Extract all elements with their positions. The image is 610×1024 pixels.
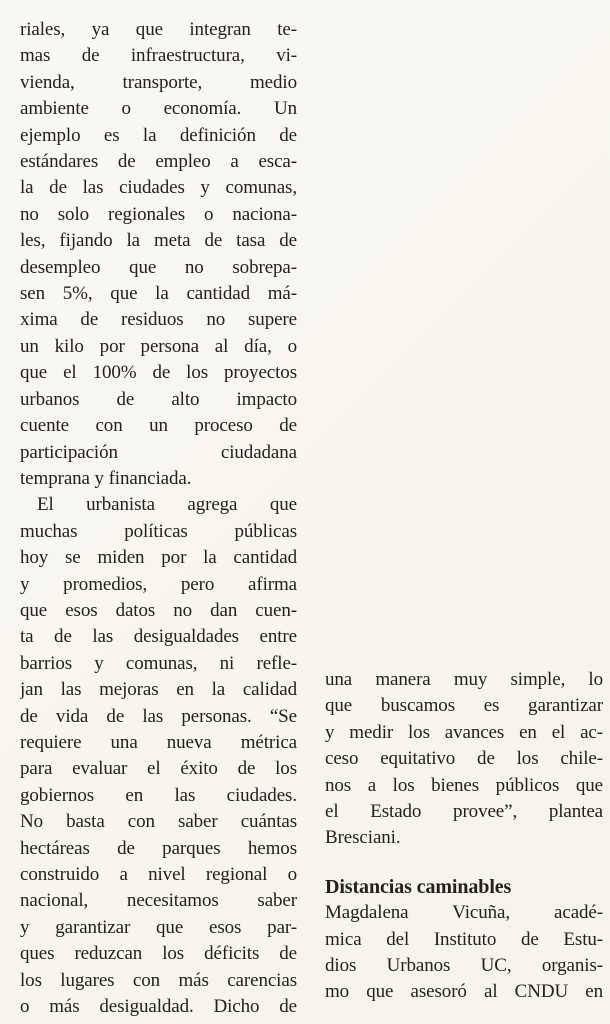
text-line: el Estado provee”, plantea bbox=[325, 801, 603, 823]
text-line: estándares de empleo a esca- bbox=[20, 151, 297, 173]
paragraph bbox=[20, 17, 297, 492]
text-line: dios Urbanos UC, organis- bbox=[325, 955, 603, 977]
text-line: sen 5%, que la cantidad má- bbox=[20, 283, 297, 305]
text-line: para evaluar el éxito de los bbox=[20, 758, 297, 780]
text-line: mica del Instituto de Estu- bbox=[325, 928, 603, 950]
text-line: desempleo que no sobrepa- bbox=[20, 256, 297, 278]
text-line: mo que asesoró al CNDU en bbox=[325, 981, 603, 1003]
text-line: y medir los avances en el ac- bbox=[325, 721, 603, 743]
text-line: El urbanista agrega que bbox=[37, 494, 297, 516]
text-line: jan las mejoras en la calidad bbox=[20, 679, 297, 701]
text-line: o más desigualdad. Dicho de bbox=[20, 996, 297, 1018]
text-line: vienda, transporte, medio bbox=[20, 71, 297, 93]
paragraph bbox=[325, 667, 603, 852]
text-line: no solo regionales o naciona- bbox=[20, 203, 297, 225]
text-line: urbanos de alto impacto bbox=[20, 388, 297, 410]
text-line: No basta con saber cuántas bbox=[20, 811, 297, 833]
text-line: y promedios, pero afirma bbox=[20, 573, 297, 595]
text-line: Bresciani. bbox=[325, 827, 401, 849]
text-line: requiere una nueva métrica bbox=[20, 731, 297, 753]
text-line: los lugares con más carencias bbox=[20, 969, 297, 991]
text-line: temprana y financiada. bbox=[20, 467, 192, 489]
text-line: que buscamos es garantizar bbox=[325, 695, 603, 717]
text-line: Magdalena Vicuña, acadé- bbox=[325, 902, 603, 924]
paragraph bbox=[325, 900, 603, 1006]
text-line: construido a nivel regional o bbox=[20, 864, 297, 885]
text-line: una manera muy simple, lo bbox=[325, 669, 603, 690]
text-line: la de las ciudades y comunas, bbox=[20, 177, 297, 199]
text-line: y garantizar que esos par- bbox=[20, 916, 297, 938]
paragraph bbox=[20, 492, 297, 1020]
text-line: ceso equitativo de los chile- bbox=[325, 748, 603, 770]
text-line: hoy se miden por la cantidad bbox=[20, 547, 297, 569]
text-line: participación ciudadana bbox=[20, 441, 297, 463]
text-line: riales, ya que integran te- bbox=[20, 19, 297, 40]
text-line: hectáreas de parques hemos bbox=[20, 837, 297, 859]
text-line: ambiente o economía. Un bbox=[20, 98, 297, 120]
section-heading: Distancias caminables bbox=[325, 875, 512, 898]
text-line: cuente con un proceso de bbox=[20, 415, 297, 437]
text-line: un kilo por persona al día, o bbox=[20, 335, 297, 357]
column-right bbox=[325, 667, 603, 1006]
text-line: ta de las desigualdades entre bbox=[20, 626, 297, 648]
text-line: nacional, necesitamos saber bbox=[20, 890, 297, 912]
text-line: que el 100% de los proyectos bbox=[20, 362, 297, 384]
text-line: nos a los bienes públicos que bbox=[325, 774, 603, 796]
text-line: mas de infraestructura, vi- bbox=[20, 45, 297, 67]
text-line: ejemplo es la definición de bbox=[20, 124, 297, 146]
column-left bbox=[20, 17, 297, 1020]
text-line: xima de residuos no supere bbox=[20, 309, 297, 331]
text-line: les, fijando la meta de tasa de bbox=[20, 230, 297, 252]
text-line: que esos datos no dan cuen- bbox=[20, 599, 297, 621]
text-line: ques reduzcan los déficits de bbox=[20, 943, 297, 965]
text-line: gobiernos en las ciudades. bbox=[20, 784, 297, 806]
text-line: muchas políticas públicas bbox=[20, 520, 297, 542]
text-line: de vida de las personas. “Se bbox=[20, 705, 297, 727]
text-line: barrios y comunas, ni refle- bbox=[20, 652, 297, 674]
